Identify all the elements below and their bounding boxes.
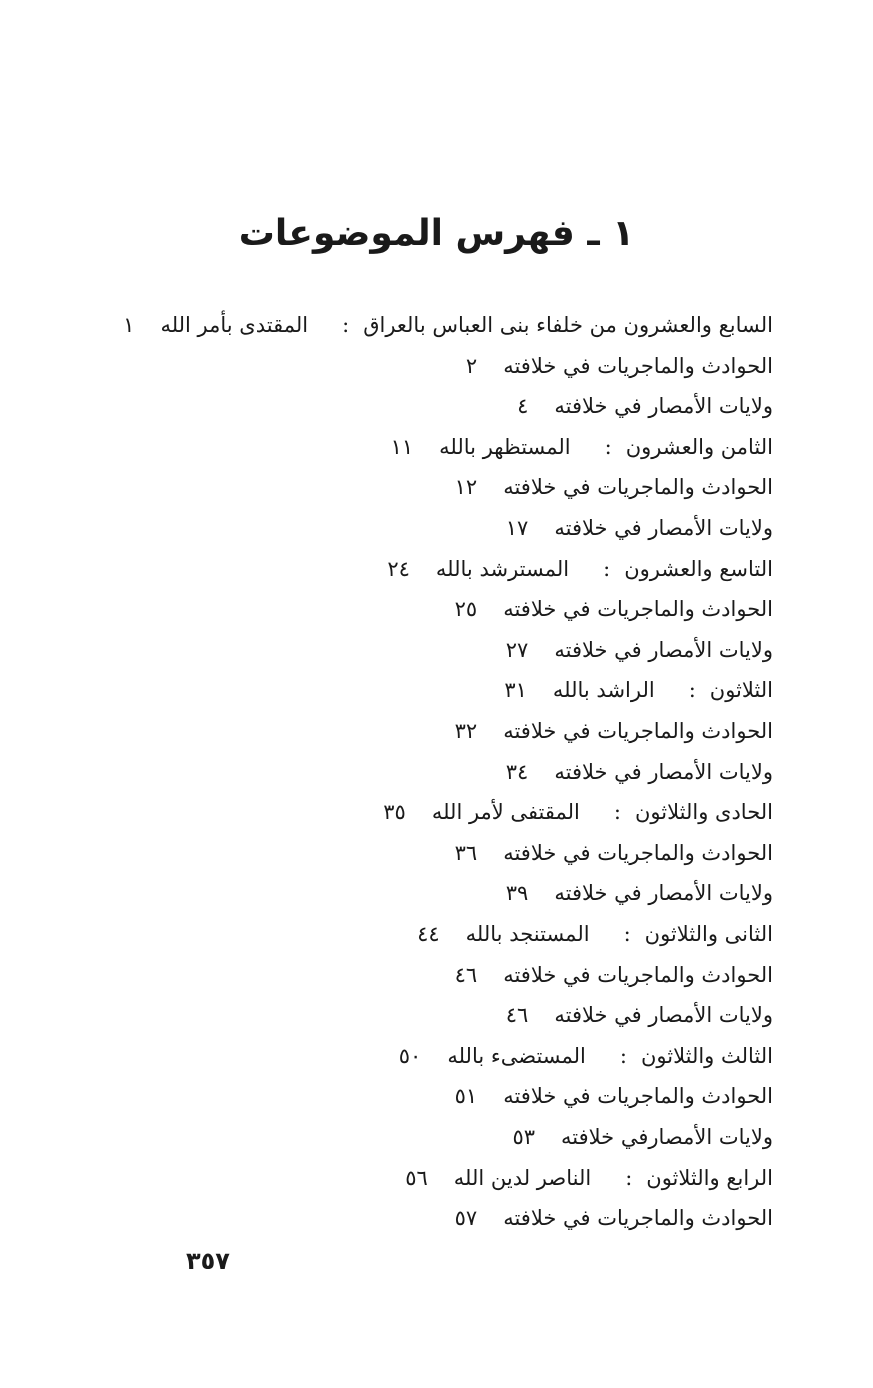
toc-entry-colon: : (619, 1044, 627, 1068)
toc-entry-page: ٥٧ (454, 1206, 478, 1230)
toc-entry-page: ٤٤ (417, 922, 440, 946)
toc-entry-caliph-name: المقتفى لأمر الله (431, 800, 580, 824)
toc-caliph-entry (383, 792, 773, 832)
toc-entry-page: ٢ (465, 354, 478, 378)
toc-entry-text: الحوادث والماجريات في خلافته (503, 1206, 773, 1230)
toc-caliph-entry (391, 427, 773, 467)
toc-entry-caliph-name: المستظهر بالله (439, 435, 571, 459)
toc-entry-ordinal: الثانى والثلاثون (644, 922, 773, 946)
toc-entry-text: الحوادث والماجريات في خلافته (503, 1084, 773, 1108)
toc-entry-ordinal: الثالث والثلاثون (640, 1044, 773, 1068)
toc-caliph-entry (504, 670, 773, 710)
toc-entry-text: ولايات الأمصار في خلافته (554, 881, 773, 905)
toc-entry-text: الحوادث والماجريات في خلافته (503, 963, 773, 987)
toc-sub-entry (506, 752, 773, 792)
toc-sub-entry (506, 630, 773, 670)
toc-sub-entry (466, 346, 773, 386)
toc-entry-text: ولايات الأمصار في خلافته (554, 1003, 773, 1027)
toc-sub-entry (517, 386, 773, 426)
toc-entry-page: ٥٠ (398, 1044, 422, 1068)
toc-entry-text: الحوادث والماجريات في خلافته (503, 841, 773, 865)
page-title: ١ ـ فهرس الموضوعات (238, 213, 635, 254)
toc-entry-page: ٣٦ (454, 841, 478, 865)
toc-entry-page: ٢٥ (454, 597, 478, 621)
toc-entry-text: الحوادث والماجريات في خلافته (503, 597, 773, 621)
toc-entry-caliph-name: المستضىء بالله (447, 1044, 586, 1068)
toc-sub-entry (455, 711, 773, 751)
toc-entry-text: الحوادث والماجريات في خلافته (503, 475, 773, 499)
toc-entry-page: ١٢ (454, 475, 478, 499)
toc-entry-text: ولايات الأمصار في خلافته (554, 638, 773, 662)
toc-entry-page: ٥٣ (512, 1125, 536, 1149)
page-number: ٣٥٧ (186, 1247, 230, 1275)
toc-entry-ordinal: الثلاثون (709, 678, 773, 702)
toc-entry-page: ١ (123, 313, 135, 337)
toc-entry-page: ٤٦ (505, 1003, 529, 1027)
toc-entry-page: ١١ (390, 435, 414, 459)
toc-entry-text: ولايات الأمصار في خلافته (554, 760, 773, 784)
toc-caliph-entry (405, 1158, 773, 1198)
toc-entry-page: ٣١ (504, 678, 527, 702)
toc-entry-text: الحوادث والماجريات في خلافته (503, 354, 773, 378)
toc-entry-ordinal: الرابع والثلاثون (646, 1166, 773, 1190)
toc-entry-page: ٣٩ (505, 881, 529, 905)
toc-sub-entry (455, 833, 773, 873)
toc-entry-page: ٤ (517, 394, 529, 418)
toc-entry-colon: : (342, 313, 350, 337)
toc-caliph-entry (417, 914, 773, 954)
toc-entry-text: ولايات الأمصارفي خلافته (561, 1125, 773, 1149)
toc-entry-caliph-name: الناصر لدين الله (453, 1166, 592, 1190)
toc-sub-entry (506, 995, 773, 1035)
toc-entry-colon: : (613, 800, 621, 824)
toc-sub-entry (455, 1198, 773, 1238)
toc-sub-entry (512, 1117, 773, 1157)
toc-entry-page: ٣٢ (454, 719, 478, 743)
toc-entry-ordinal: الحادى والثلاثون (634, 800, 773, 824)
toc-caliph-entry (387, 549, 773, 589)
toc-entry-text: ولايات الأمصار في خلافته (554, 394, 773, 418)
toc-entry-colon: : (604, 435, 612, 459)
toc-caliph-entry (399, 1036, 773, 1076)
toc-entry-colon: : (688, 678, 696, 702)
toc-entry-page: ٢٤ (387, 557, 410, 581)
toc-sub-entry (455, 589, 773, 629)
toc-sub-entry (506, 508, 773, 548)
toc-entry-caliph-name: المقتدى بأمر الله (160, 313, 309, 337)
toc-entry-text: الحوادث والماجريات في خلافته (503, 719, 773, 743)
toc-entry-page: ٣٤ (505, 760, 529, 784)
toc-entry-ordinal: الثامن والعشرون (625, 435, 773, 459)
toc-sub-entry (455, 955, 773, 995)
toc-entry-page: ٢٧ (505, 638, 529, 662)
toc-entry-page: ٥٦ (405, 1166, 428, 1190)
toc-entry-colon: : (603, 557, 611, 581)
toc-entry-text: ولايات الأمصار في خلافته (554, 516, 773, 540)
toc-entry-page: ١٧ (505, 516, 529, 540)
toc-entry-ordinal: السابع والعشرون من خلفاء بنى العباس بالعراق (363, 313, 773, 337)
toc-entry-caliph-name: المسترشد بالله (435, 557, 570, 581)
toc-entry-caliph-name: الراشد بالله (552, 678, 655, 702)
toc-entry-ordinal: التاسع والعشرون (624, 557, 773, 581)
toc-entry-page: ٣٥ (383, 800, 406, 824)
toc-sub-entry (455, 467, 773, 507)
toc-entry-page: ٤٦ (454, 963, 478, 987)
toc-entry-page: ٥١ (454, 1084, 478, 1108)
toc-sub-entry (455, 1076, 773, 1116)
toc-entry-caliph-name: المستنجد بالله (465, 922, 590, 946)
toc-entry-colon: : (625, 1166, 633, 1190)
toc-entry-colon: : (623, 922, 631, 946)
toc-caliph-entry (123, 305, 773, 345)
toc-sub-entry (506, 873, 773, 913)
